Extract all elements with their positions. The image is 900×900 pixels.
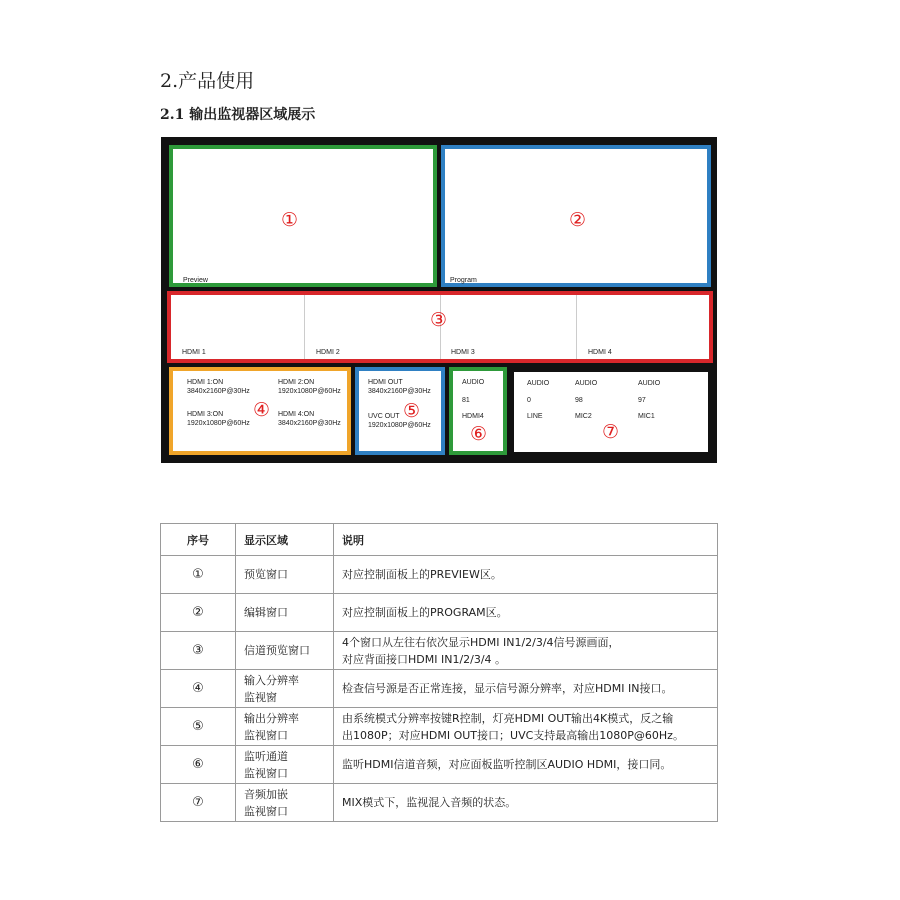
input-status: HDMI 1:ON 3840x2160P@30Hz <box>187 379 250 395</box>
table-row <box>161 708 718 746</box>
zone-label: Program <box>450 277 477 284</box>
audio-title: AUDIO <box>638 380 661 387</box>
row-area: 监听通道 监视窗口 <box>236 746 334 784</box>
row-index: ② <box>161 594 236 632</box>
audio-value: 0 <box>527 397 531 404</box>
audio-source: MIC2 <box>575 413 592 420</box>
zone-number: ③ <box>430 309 448 331</box>
row-area: 预览窗口 <box>236 556 334 594</box>
row-note: MIX模式下，监视混入音频的状态。 <box>334 784 718 822</box>
row-note: 检查信号源是否正常连接，显示信号源分辨率，对应HDMI IN接口。 <box>334 670 718 708</box>
row-note: 对应控制面板上的PROGRAM区。 <box>334 594 718 632</box>
row-area: 输入分辨率 监视窗 <box>236 670 334 708</box>
audio-value: 81 <box>462 397 470 404</box>
table-row <box>161 556 718 594</box>
audio-title: AUDIO <box>462 379 485 386</box>
row-index: ③ <box>161 632 236 670</box>
monitor-diagram <box>161 137 717 463</box>
channel-divider <box>304 295 305 359</box>
row-area: 编辑窗口 <box>236 594 334 632</box>
row-index: ⑦ <box>161 784 236 822</box>
channel-label-hdmi1: HDMI 1 <box>182 349 206 356</box>
audio-source: HDMI4 <box>462 413 484 420</box>
row-note: 对应控制面板上的PREVIEW区。 <box>334 556 718 594</box>
zone-input-resolution <box>169 367 351 455</box>
table-header-row <box>161 524 718 556</box>
audio-value: 98 <box>575 397 583 404</box>
channel-label-hdmi4: HDMI 4 <box>588 349 612 356</box>
row-index: ⑥ <box>161 746 236 784</box>
table-row <box>161 784 718 822</box>
channel-label-hdmi3: HDMI 3 <box>451 349 475 356</box>
row-note: 4个窗口从左往右依次显示HDMI IN1/2/3/4信号源画面， 对应背面接口HDMI IN1/2/3/4 。 <box>334 632 718 670</box>
audio-value: 97 <box>638 397 646 404</box>
subsection-heading: 2.1 输出监视器区域展示 <box>160 107 316 123</box>
row-area: 信道预览窗口 <box>236 632 334 670</box>
row-note: 由系统模式分辨率按键R控制，灯亮HDMI OUT输出4K模式，反之输 出1080P；对应HDMI OUT接口；UVC支持最高输出1080P@60Hz。 <box>334 708 718 746</box>
zone-program <box>441 145 711 287</box>
audio-source: LINE <box>527 413 543 420</box>
column-header: 序号 <box>161 524 236 556</box>
row-area: 输出分辨率 监视窗口 <box>236 708 334 746</box>
channel-divider <box>576 295 577 359</box>
zone-monitor-channel <box>449 367 507 455</box>
output-status: HDMI OUT 3840x2160P@30Hz <box>368 379 431 395</box>
table-row <box>161 670 718 708</box>
channel-label-hdmi2: HDMI 2 <box>316 349 340 356</box>
row-index: ⑤ <box>161 708 236 746</box>
row-note: 监听HDMI信道音频，对应面板监听控制区AUDIO HDMI，接口同。 <box>334 746 718 784</box>
section-heading: 2.产品使用 <box>160 70 255 92</box>
audio-title: AUDIO <box>575 380 598 387</box>
zone-label: Preview <box>183 277 208 284</box>
zone-preview <box>169 145 437 287</box>
zone-output-resolution <box>355 367 445 455</box>
row-index: ① <box>161 556 236 594</box>
zone-number: ⑤ <box>403 400 421 422</box>
input-status: HDMI 4:ON 3840x2160P@30Hz <box>278 411 341 427</box>
zone-audio-mix <box>511 369 711 455</box>
zone-number: ⑥ <box>470 423 488 445</box>
column-header: 说明 <box>334 524 718 556</box>
output-status: UVC OUT 1920x1080P@60Hz <box>368 413 431 429</box>
audio-title: AUDIO <box>527 380 550 387</box>
input-status: HDMI 2:ON 1920x1080P@60Hz <box>278 379 341 395</box>
zone-number: ② <box>569 209 587 231</box>
zone-description-table <box>160 523 718 822</box>
column-header: 显示区域 <box>236 524 334 556</box>
input-status: HDMI 3:ON 1920x1080P@60Hz <box>187 411 250 427</box>
table-row <box>161 594 718 632</box>
zone-number: ⑦ <box>602 421 620 443</box>
zone-channel-preview <box>167 291 713 363</box>
audio-source: MIC1 <box>638 413 655 420</box>
table-row <box>161 746 718 784</box>
table-row <box>161 632 718 670</box>
zone-number: ④ <box>253 399 271 421</box>
row-index: ④ <box>161 670 236 708</box>
row-area: 音频加嵌 监视窗口 <box>236 784 334 822</box>
zone-number: ① <box>281 209 299 231</box>
